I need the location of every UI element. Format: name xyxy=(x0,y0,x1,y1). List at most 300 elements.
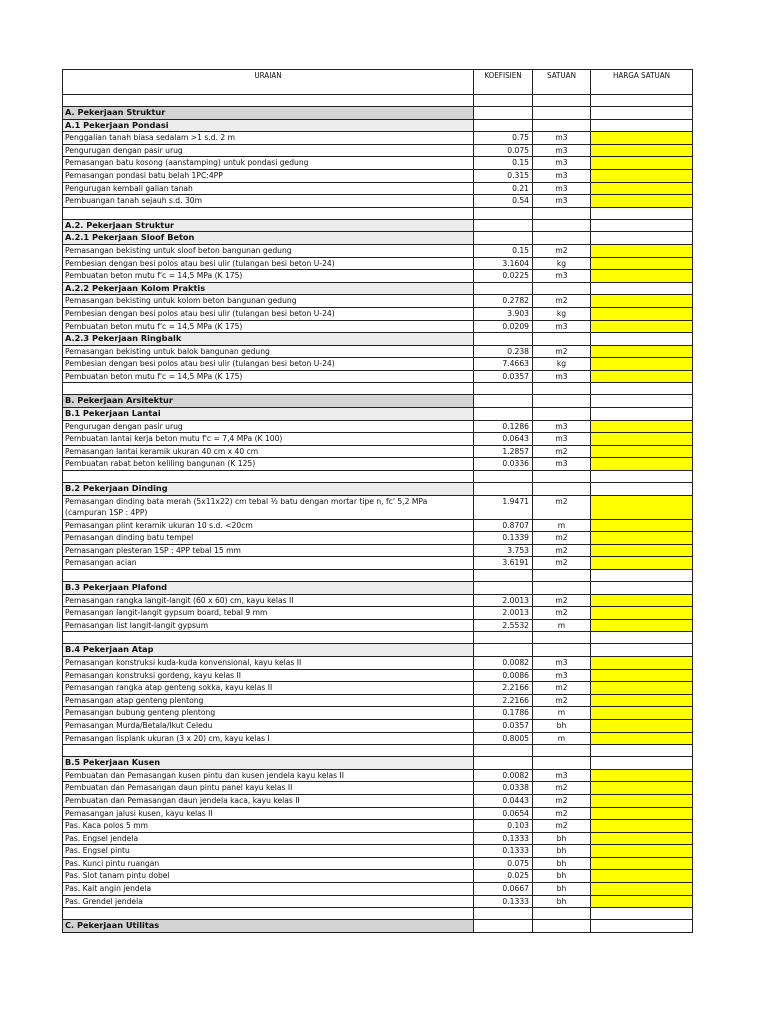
cell-uraian[interactable]: Pemasangan atap genteng plentong xyxy=(63,694,474,707)
cell-satuan[interactable]: kg xyxy=(533,307,591,320)
section-title[interactable]: B.1 Pekerjaan Lantai xyxy=(63,408,474,421)
cell-harga[interactable] xyxy=(591,632,693,644)
cell-uraian[interactable]: Pembuatan rabat beton keliling bangunan (K 125) xyxy=(63,458,474,471)
cell-uraian[interactable]: Pemasangan acian xyxy=(63,557,474,570)
cell-harga[interactable] xyxy=(591,219,693,232)
cell-satuan[interactable] xyxy=(533,107,591,120)
cell-harga[interactable] xyxy=(591,95,693,107)
blank-row xyxy=(63,383,693,395)
cell-satuan[interactable] xyxy=(533,219,591,232)
cell-koefisien[interactable]: 1.9471 xyxy=(474,495,533,519)
cell-harga-satuan[interactable] xyxy=(591,544,693,557)
cell-uraian[interactable]: Penggalian tanah biasa sedalam >1 s.d. 2 m xyxy=(63,132,474,145)
cell-koefisien[interactable]: 0.0654 xyxy=(474,807,533,820)
cell-satuan[interactable]: m2 xyxy=(533,445,591,458)
blank-row xyxy=(63,745,693,757)
table-row xyxy=(63,607,693,620)
table-row xyxy=(63,794,693,807)
cell-uraian[interactable]: Pas. Kaca polos 5 mm xyxy=(63,820,474,833)
cell-uraian[interactable]: Pas. Grendel jendela xyxy=(63,895,474,908)
cell-satuan[interactable] xyxy=(533,757,591,770)
cell-koefisien[interactable]: 0.15 xyxy=(474,157,533,170)
cell-satuan[interactable]: m xyxy=(533,732,591,745)
cell-harga-satuan[interactable] xyxy=(591,732,693,745)
section-title[interactable]: A.2.1 Pekerjaan Sloof Beton xyxy=(63,232,474,245)
cell-koefisien[interactable]: 0.1333 xyxy=(474,895,533,908)
cell-uraian[interactable]: Pemasangan lantai keramik ukuran 40 cm x 40 cm xyxy=(63,445,474,458)
cell-satuan[interactable]: m3 xyxy=(533,433,591,446)
cell-uraian[interactable]: Pas. Engsel jendela xyxy=(63,832,474,845)
cell-uraian[interactable] xyxy=(63,207,474,219)
cell-uraian[interactable]: Pembuangan tanah sejauh s.d. 30m xyxy=(63,195,474,208)
cell-koefisien[interactable] xyxy=(474,207,533,219)
cell-satuan[interactable]: m3 xyxy=(533,132,591,145)
cell-satuan[interactable] xyxy=(533,632,591,644)
cell-uraian[interactable]: Pengurugan kembali galian tanah xyxy=(63,182,474,195)
section-title[interactable]: A.2.3 Pekerjaan Ringbalk xyxy=(63,333,474,346)
section-title[interactable]: B. Pekerjaan Arsitektur xyxy=(63,395,474,408)
cell-harga-satuan[interactable] xyxy=(591,169,693,182)
cell-uraian[interactable] xyxy=(63,632,474,644)
cell-uraian[interactable]: Pemasangan dinding batu tempel xyxy=(63,532,474,545)
cell-harga[interactable] xyxy=(591,745,693,757)
section-title[interactable]: B.2 Pekerjaan Dinding xyxy=(63,483,474,496)
cell-koefisien[interactable]: 0.8707 xyxy=(474,519,533,532)
cell-harga[interactable] xyxy=(591,582,693,595)
cell-harga-satuan[interactable] xyxy=(591,656,693,669)
cell-satuan[interactable]: m3 xyxy=(533,420,591,433)
section-title[interactable]: A.1 Pekerjaan Pondasi xyxy=(63,119,474,132)
cell-satuan[interactable]: m2 xyxy=(533,557,591,570)
blank-row xyxy=(63,632,693,644)
cell-koefisien[interactable] xyxy=(474,644,533,657)
cell-koefisien[interactable] xyxy=(474,107,533,120)
cell-uraian[interactable]: Pas. Engsel pintu xyxy=(63,845,474,858)
cell-harga-satuan[interactable] xyxy=(591,782,693,795)
table-row xyxy=(63,820,693,833)
cell-harga-satuan[interactable] xyxy=(591,719,693,732)
cell-harga[interactable] xyxy=(591,119,693,132)
cell-satuan[interactable]: m2 xyxy=(533,544,591,557)
cell-harga-satuan[interactable] xyxy=(591,845,693,858)
table-row xyxy=(63,358,693,371)
header-row xyxy=(63,70,693,95)
cell-uraian[interactable]: Pemasangan plesteran 1SP : 4PP tebal 15 mm xyxy=(63,544,474,557)
cell-uraian[interactable]: Pemasangan dinding bata merah (5x11x22) cm tebal ½ batu dengan mortar tipe n, fc' 5,2 MPa (campuran 1SP : 4PP) xyxy=(63,495,474,519)
cell-koefisien[interactable]: 0.075 xyxy=(474,857,533,870)
cell-uraian[interactable]: Pembuatan dan Pemasangan kusen pintu dan kusen jendela kayu kelas II xyxy=(63,769,474,782)
cell-koefisien[interactable]: 2.5532 xyxy=(474,619,533,632)
cell-satuan[interactable]: m2 xyxy=(533,694,591,707)
cell-satuan[interactable]: m2 xyxy=(533,794,591,807)
cell-harga-satuan[interactable] xyxy=(591,883,693,896)
table-row xyxy=(63,320,693,333)
cell-harga-satuan[interactable] xyxy=(591,358,693,371)
cell-satuan[interactable]: m2 xyxy=(533,807,591,820)
cell-uraian[interactable]: Pemasangan rangka langit-langit (60 x 60) cm, kayu kelas II xyxy=(63,594,474,607)
cell-satuan[interactable] xyxy=(533,408,591,421)
section-title[interactable]: B.4 Pekerjaan Atap xyxy=(63,644,474,657)
cell-uraian[interactable]: Pembesian dengan besi polos atau besi ulir (tulangan besi beton U-24) xyxy=(63,257,474,270)
cell-uraian[interactable]: Pas. Kait angin jendela xyxy=(63,883,474,896)
cell-uraian[interactable]: Pemasangan langit-langit gypsum board, tebal 9 mm xyxy=(63,607,474,620)
table-row xyxy=(63,295,693,308)
cell-koefisien[interactable]: 2.2166 xyxy=(474,694,533,707)
cell-uraian[interactable]: Pemasangan bekisting untuk balok bangunan gedung xyxy=(63,345,474,358)
cell-satuan[interactable]: m xyxy=(533,519,591,532)
cell-koefisien[interactable]: 0.75 xyxy=(474,132,533,145)
cell-satuan[interactable]: bh xyxy=(533,895,591,908)
cell-satuan[interactable]: bh xyxy=(533,832,591,845)
table-row xyxy=(63,532,693,545)
cell-satuan[interactable]: m2 xyxy=(533,295,591,308)
cell-uraian[interactable]: Pembesian dengan besi polos atau besi ulir (tulangan besi beton U-24) xyxy=(63,307,474,320)
header-harga-satuan[interactable]: HARGA SATUAN xyxy=(591,70,693,95)
cell-koefisien[interactable]: 0.2782 xyxy=(474,295,533,308)
cell-harga-satuan[interactable] xyxy=(591,270,693,283)
cell-satuan[interactable]: bh xyxy=(533,857,591,870)
table-body xyxy=(63,95,693,933)
cell-satuan[interactable]: m2 xyxy=(533,244,591,257)
cell-uraian[interactable]: Pemasangan jalusi kusen, kayu kelas II xyxy=(63,807,474,820)
cell-uraian[interactable]: Pembuatan lantai kerja beton mutu f'c = 7,4 MPa (K 100) xyxy=(63,433,474,446)
cell-uraian[interactable]: Pemasangan Murda/Betala/Ikut Celedu xyxy=(63,719,474,732)
cell-harga[interactable] xyxy=(591,570,693,582)
cell-koefisien[interactable]: 0.15 xyxy=(474,244,533,257)
cell-koefisien[interactable]: 0.075 xyxy=(474,144,533,157)
cell-uraian[interactable]: Pembuatan beton mutu f'c = 14,5 MPa (K 175) xyxy=(63,320,474,333)
cell-koefisien[interactable] xyxy=(474,95,533,107)
cell-uraian[interactable] xyxy=(63,471,474,483)
cell-harga-satuan[interactable] xyxy=(591,519,693,532)
cell-satuan[interactable]: m3 xyxy=(533,370,591,383)
cell-uraian[interactable]: Pemasangan rangka atap genteng sokka, kayu kelas II xyxy=(63,682,474,695)
cell-satuan[interactable] xyxy=(533,232,591,245)
cell-uraian[interactable]: Pembuatan dan Pemasangan daun pintu panel kayu kelas II xyxy=(63,782,474,795)
cell-harga[interactable] xyxy=(591,383,693,395)
blank-row xyxy=(63,570,693,582)
cell-harga[interactable] xyxy=(591,333,693,346)
rab-table xyxy=(62,69,693,933)
cell-satuan[interactable]: kg xyxy=(533,257,591,270)
cell-koefisien[interactable]: 3.903 xyxy=(474,307,533,320)
cell-satuan[interactable] xyxy=(533,570,591,582)
cell-koefisien[interactable]: 0.1786 xyxy=(474,707,533,720)
section-title[interactable]: B.5 Pekerjaan Kusen xyxy=(63,757,474,770)
cell-harga-satuan[interactable] xyxy=(591,295,693,308)
cell-koefisien[interactable]: 0.0443 xyxy=(474,794,533,807)
table-row xyxy=(63,832,693,845)
cell-satuan[interactable]: m3 xyxy=(533,458,591,471)
cell-harga[interactable] xyxy=(591,644,693,657)
cell-uraian[interactable]: Pengurugan dengan pasir urug xyxy=(63,420,474,433)
cell-uraian[interactable]: Pemasangan pondasi batu belah 1PC:4PP xyxy=(63,169,474,182)
cell-satuan[interactable]: m3 xyxy=(533,320,591,333)
cell-harga-satuan[interactable] xyxy=(591,769,693,782)
cell-satuan[interactable] xyxy=(533,383,591,395)
cell-koefisien[interactable] xyxy=(474,920,533,933)
cell-uraian[interactable]: Pas. Slot tanam pintu dobel xyxy=(63,870,474,883)
cell-satuan[interactable] xyxy=(533,745,591,757)
cell-koefisien[interactable] xyxy=(474,232,533,245)
cell-koefisien[interactable]: 0.0082 xyxy=(474,769,533,782)
cell-uraian[interactable] xyxy=(63,383,474,395)
cell-harga-satuan[interactable] xyxy=(591,532,693,545)
cell-koefisien[interactable] xyxy=(474,570,533,582)
cell-satuan[interactable]: bh xyxy=(533,870,591,883)
cell-harga-satuan[interactable] xyxy=(591,820,693,833)
cell-satuan[interactable] xyxy=(533,908,591,920)
cell-harga-satuan[interactable] xyxy=(591,182,693,195)
cell-uraian[interactable]: Pemasangan plint keramik ukuran 10 s.d. <20cm xyxy=(63,519,474,532)
subsection-row xyxy=(63,119,693,132)
table-row xyxy=(63,345,693,358)
cell-harga-satuan[interactable] xyxy=(591,619,693,632)
cell-satuan[interactable] xyxy=(533,471,591,483)
cell-koefisien[interactable]: 0.0336 xyxy=(474,458,533,471)
cell-harga-satuan[interactable] xyxy=(591,794,693,807)
cell-satuan[interactable]: bh xyxy=(533,883,591,896)
table-row xyxy=(63,420,693,433)
cell-harga[interactable] xyxy=(591,908,693,920)
cell-uraian[interactable]: Pembesian dengan besi polos atau besi ulir (tulangan besi beton U-24) xyxy=(63,358,474,371)
cell-koefisien[interactable] xyxy=(474,383,533,395)
cell-koefisien[interactable]: 7.4663 xyxy=(474,358,533,371)
cell-koefisien[interactable]: 2.2166 xyxy=(474,682,533,695)
cell-koefisien[interactable]: 0.21 xyxy=(474,182,533,195)
cell-harga-satuan[interactable] xyxy=(591,857,693,870)
cell-uraian[interactable]: Pengurugan dengan pasir urug xyxy=(63,144,474,157)
cell-harga[interactable] xyxy=(591,471,693,483)
subsection-row xyxy=(63,483,693,496)
table-row xyxy=(63,195,693,208)
cell-koefisien[interactable]: 1.2857 xyxy=(474,445,533,458)
table-row xyxy=(63,519,693,532)
cell-uraian[interactable] xyxy=(63,908,474,920)
cell-harga-satuan[interactable] xyxy=(591,458,693,471)
cell-koefisien[interactable]: 0.315 xyxy=(474,169,533,182)
cell-harga-satuan[interactable] xyxy=(591,132,693,145)
cell-satuan[interactable]: m3 xyxy=(533,769,591,782)
cell-satuan[interactable] xyxy=(533,920,591,933)
cell-harga-satuan[interactable] xyxy=(591,694,693,707)
cell-uraian[interactable]: Pemasangan bekisting untuk sloof beton bangunan gedung xyxy=(63,244,474,257)
cell-satuan[interactable] xyxy=(533,395,591,408)
cell-koefisien[interactable] xyxy=(474,745,533,757)
cell-koefisien[interactable] xyxy=(474,632,533,644)
cell-satuan[interactable] xyxy=(533,95,591,107)
cell-satuan[interactable] xyxy=(533,119,591,132)
cell-koefisien[interactable]: 0.1339 xyxy=(474,532,533,545)
cell-uraian[interactable]: Pemasangan list langit-langit gypsum xyxy=(63,619,474,632)
cell-koefisien[interactable]: 0.0082 xyxy=(474,656,533,669)
cell-harga-satuan[interactable] xyxy=(591,495,693,519)
cell-satuan[interactable] xyxy=(533,644,591,657)
cell-koefisien[interactable] xyxy=(474,333,533,346)
cell-harga[interactable] xyxy=(591,483,693,496)
cell-koefisien[interactable]: 0.1333 xyxy=(474,832,533,845)
table-row xyxy=(63,883,693,896)
cell-koefisien[interactable]: 2.0013 xyxy=(474,594,533,607)
cell-uraian[interactable] xyxy=(63,570,474,582)
cell-uraian[interactable] xyxy=(63,95,474,107)
cell-uraian[interactable]: Pemasangan batu kosong (aanstamping) untuk pondasi gedung xyxy=(63,157,474,170)
cell-harga-satuan[interactable] xyxy=(591,669,693,682)
cell-koefisien[interactable] xyxy=(474,395,533,408)
cell-satuan[interactable]: kg xyxy=(533,358,591,371)
cell-harga[interactable] xyxy=(591,282,693,295)
cell-satuan[interactable]: m2 xyxy=(533,782,591,795)
cell-satuan[interactable]: m2 xyxy=(533,345,591,358)
cell-harga-satuan[interactable] xyxy=(591,420,693,433)
section-title[interactable]: A. Pekerjaan Struktur xyxy=(63,107,474,120)
section-title[interactable]: A.2. Pekerjaan Struktur xyxy=(63,219,474,232)
header-satuan[interactable]: SATUAN xyxy=(533,70,591,95)
header-uraian[interactable]: URAIAN xyxy=(63,70,474,95)
cell-koefisien[interactable]: 0.025 xyxy=(474,870,533,883)
cell-satuan[interactable] xyxy=(533,582,591,595)
cell-koefisien[interactable] xyxy=(474,119,533,132)
cell-satuan[interactable]: m2 xyxy=(533,532,591,545)
cell-koefisien[interactable]: 0.1286 xyxy=(474,420,533,433)
cell-satuan[interactable]: m3 xyxy=(533,157,591,170)
cell-koefisien[interactable]: 3.753 xyxy=(474,544,533,557)
cell-koefisien[interactable]: 0.0643 xyxy=(474,433,533,446)
cell-koefisien[interactable]: 0.0357 xyxy=(474,719,533,732)
cell-satuan[interactable]: m3 xyxy=(533,182,591,195)
cell-koefisien[interactable]: 0.103 xyxy=(474,820,533,833)
table-row xyxy=(63,594,693,607)
table-row xyxy=(63,544,693,557)
table-row xyxy=(63,495,693,519)
cell-koefisien[interactable] xyxy=(474,908,533,920)
cell-satuan[interactable] xyxy=(533,282,591,295)
cell-koefisien[interactable] xyxy=(474,582,533,595)
cell-satuan[interactable]: m2 xyxy=(533,607,591,620)
cell-satuan[interactable] xyxy=(533,207,591,219)
cell-uraian[interactable]: Pembuatan beton mutu f'c = 14,5 MPa (K 175) xyxy=(63,270,474,283)
table-row xyxy=(63,857,693,870)
cell-harga-satuan[interactable] xyxy=(591,557,693,570)
cell-koefisien[interactable]: 0.0357 xyxy=(474,370,533,383)
cell-satuan[interactable]: m3 xyxy=(533,270,591,283)
cell-harga-satuan[interactable] xyxy=(591,157,693,170)
cell-harga-satuan[interactable] xyxy=(591,433,693,446)
cell-satuan[interactable]: m xyxy=(533,619,591,632)
cell-harga-satuan[interactable] xyxy=(591,257,693,270)
cell-harga-satuan[interactable] xyxy=(591,244,693,257)
cell-harga-satuan[interactable] xyxy=(591,445,693,458)
cell-koefisien[interactable]: 3.6191 xyxy=(474,557,533,570)
cell-satuan[interactable] xyxy=(533,483,591,496)
cell-harga-satuan[interactable] xyxy=(591,870,693,883)
cell-harga[interactable] xyxy=(591,232,693,245)
cell-harga-satuan[interactable] xyxy=(591,320,693,333)
cell-harga-satuan[interactable] xyxy=(591,707,693,720)
cell-uraian[interactable]: Pembuatan beton mutu f'c = 14,5 MPa (K 175) xyxy=(63,370,474,383)
header-koefisien[interactable]: KOEFISIEN xyxy=(474,70,533,95)
cell-harga-satuan[interactable] xyxy=(591,832,693,845)
cell-koefisien[interactable] xyxy=(474,219,533,232)
cell-satuan[interactable]: m2 xyxy=(533,682,591,695)
cell-koefisien[interactable]: 2.0013 xyxy=(474,607,533,620)
cell-koefisien[interactable]: 0.0086 xyxy=(474,669,533,682)
cell-harga-satuan[interactable] xyxy=(591,807,693,820)
section-title[interactable]: C. Pekerjaan Utilitas xyxy=(63,920,474,933)
cell-satuan[interactable]: m3 xyxy=(533,144,591,157)
cell-satuan[interactable]: m2 xyxy=(533,594,591,607)
cell-uraian[interactable]: Pembuatan dan Pemasangan daun jendela kaca, kayu kelas II xyxy=(63,794,474,807)
cell-uraian[interactable]: Pemasangan lisplank ukuran (3 x 20) cm, kayu kelas I xyxy=(63,732,474,745)
cell-satuan[interactable]: m3 xyxy=(533,169,591,182)
cell-koefisien[interactable]: 0.0338 xyxy=(474,782,533,795)
cell-satuan[interactable]: m xyxy=(533,707,591,720)
cell-koefisien[interactable]: 3.1604 xyxy=(474,257,533,270)
table-row xyxy=(63,870,693,883)
cell-koefisien[interactable]: 0.0667 xyxy=(474,883,533,896)
cell-koefisien[interactable] xyxy=(474,282,533,295)
cell-harga-satuan[interactable] xyxy=(591,607,693,620)
cell-koefisien[interactable]: 0.0225 xyxy=(474,270,533,283)
cell-satuan[interactable] xyxy=(533,333,591,346)
cell-koefisien[interactable] xyxy=(474,471,533,483)
cell-satuan[interactable]: bh xyxy=(533,845,591,858)
cell-satuan[interactable]: bh xyxy=(533,719,591,732)
cell-koefisien[interactable]: 0.238 xyxy=(474,345,533,358)
cell-koefisien[interactable]: 0.0209 xyxy=(474,320,533,333)
cell-harga-satuan[interactable] xyxy=(591,307,693,320)
cell-harga[interactable] xyxy=(591,757,693,770)
cell-uraian[interactable]: Pemasangan bekisting untuk kolom beton bangunan gedung xyxy=(63,295,474,308)
cell-satuan[interactable]: m2 xyxy=(533,820,591,833)
cell-uraian[interactable]: Pemasangan bubung genteng plentong xyxy=(63,707,474,720)
section-title[interactable]: B.3 Pekerjaan Plafond xyxy=(63,582,474,595)
section-row xyxy=(63,395,693,408)
cell-harga[interactable] xyxy=(591,408,693,421)
cell-satuan[interactable]: m3 xyxy=(533,656,591,669)
cell-harga[interactable] xyxy=(591,395,693,408)
cell-satuan[interactable]: m3 xyxy=(533,195,591,208)
cell-harga-satuan[interactable] xyxy=(591,195,693,208)
cell-harga-satuan[interactable] xyxy=(591,594,693,607)
cell-harga-satuan[interactable] xyxy=(591,345,693,358)
cell-koefisien[interactable] xyxy=(474,483,533,496)
cell-uraian[interactable]: Pemasangan konstruksi gordeng, kayu kelas II xyxy=(63,669,474,682)
section-row xyxy=(63,920,693,933)
cell-satuan[interactable]: m2 xyxy=(533,495,591,519)
cell-harga[interactable] xyxy=(591,920,693,933)
cell-uraian[interactable] xyxy=(63,745,474,757)
cell-harga[interactable] xyxy=(591,207,693,219)
cell-koefisien[interactable]: 0.1333 xyxy=(474,845,533,858)
cell-harga-satuan[interactable] xyxy=(591,370,693,383)
table-row xyxy=(63,694,693,707)
cell-harga-satuan[interactable] xyxy=(591,144,693,157)
cell-koefisien[interactable]: 0.54 xyxy=(474,195,533,208)
subsection-row xyxy=(63,757,693,770)
cell-koefisien[interactable] xyxy=(474,408,533,421)
cell-uraian[interactable]: Pas. Kunci pintu ruangan xyxy=(63,857,474,870)
cell-harga[interactable] xyxy=(591,107,693,120)
section-title[interactable]: A.2.2 Pekerjaan Kolom Praktis xyxy=(63,282,474,295)
cell-koefisien[interactable]: 0.8005 xyxy=(474,732,533,745)
table-row xyxy=(63,807,693,820)
cell-koefisien[interactable] xyxy=(474,757,533,770)
cell-harga-satuan[interactable] xyxy=(591,682,693,695)
cell-uraian[interactable]: Pemasangan konstruksi kuda-kuda konvensional, kayu kelas II xyxy=(63,656,474,669)
cell-harga-satuan[interactable] xyxy=(591,895,693,908)
cell-satuan[interactable]: m3 xyxy=(533,669,591,682)
